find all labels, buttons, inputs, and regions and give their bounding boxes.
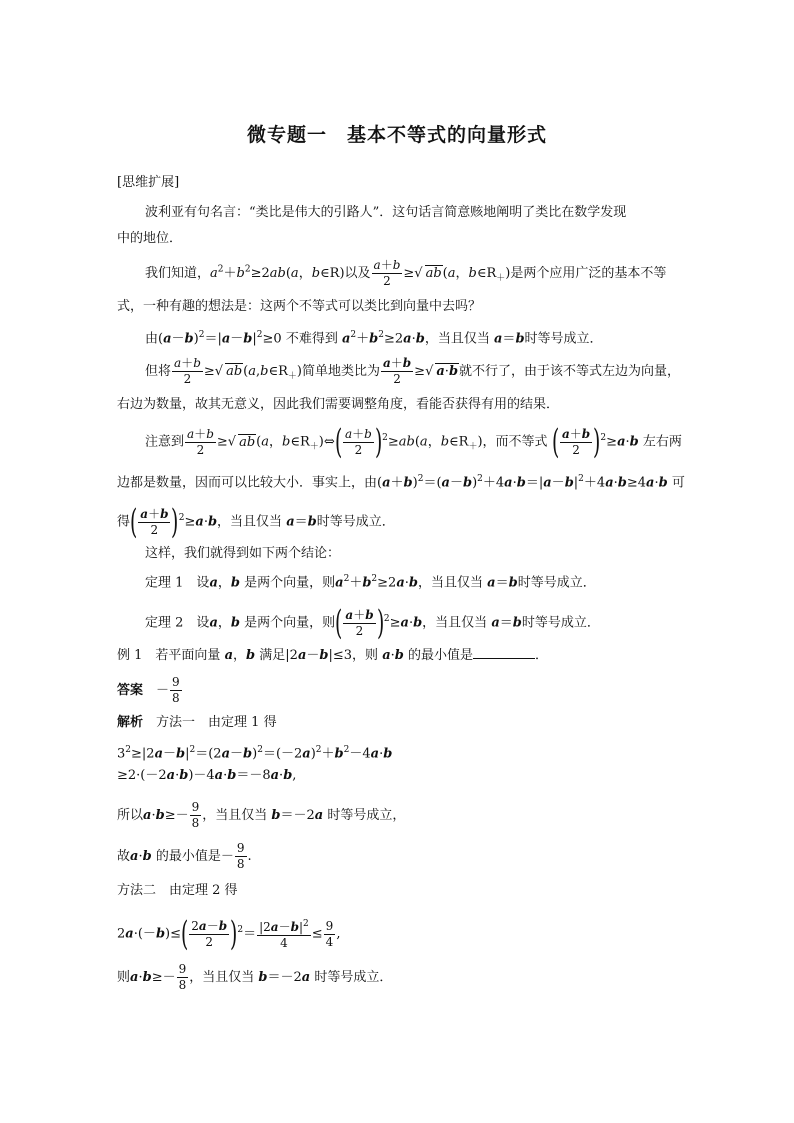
analysis-heading xyxy=(117,714,277,732)
m2-last-end: 时等号成立． xyxy=(314,970,393,985)
method-2-line-1: 2a·(－b)≤( $\frac{2a-b}{2}$ )$^2$＝ $\frac{|2a-b|^2}{4}$ ≤ $\frac{9}{4}$ , xyxy=(117,914,341,954)
fraction: $\frac{a+b}{2}$ xyxy=(174,356,201,386)
example-text: 若平面向量 xyxy=(155,648,221,663)
m1-line4-prefix: 所以 xyxy=(117,808,144,823)
m1-line4-end: 时等号成立， xyxy=(327,808,406,823)
p4-prefix: 但将 xyxy=(145,364,172,379)
example-end: ，则 xyxy=(352,648,379,663)
example-label: 例 1 xyxy=(117,648,143,663)
p3-prefix: 由 xyxy=(145,331,159,347)
m2-last-prefix: 则 xyxy=(117,970,131,985)
answer-blank xyxy=(473,646,535,659)
answer: 答案 － $\frac{9}{8}$ xyxy=(117,675,180,705)
p2-suffix: 是两个应用广泛的基本不等 xyxy=(510,266,667,281)
method-2-heading: 方法二 由定理 2 得 xyxy=(117,883,238,898)
method-1-heading: 方法一 由定理 1 得 xyxy=(156,715,277,730)
m1-line5-prefix: 故 xyxy=(117,849,131,864)
theorem-2-text: 设 xyxy=(196,615,210,631)
paragraph-1-line-1: 波利亚有句名言：“类比是伟大的引路人”．这句话言简意赅地阐明了类比在数学发现 xyxy=(145,205,627,220)
paragraph-5-line-3: 得( $\frac{a+b}{2}$ )$^2$≥a·b，当且仅当 a＝b时等号成立． xyxy=(117,502,395,542)
method-1-line-2: $3^2\ge|2a-b|^2=(2a-b)^2=(-2a)^2+b^2-4a\cdot b$ xyxy=(117,745,393,762)
p5-b: 边都是数量，因而可以比较大小．事实上，由 xyxy=(117,475,378,491)
example-tail: 的最小值是 xyxy=(408,648,474,663)
m1-line5-suffix: 的最小值是 xyxy=(155,849,221,864)
theorem-1-rest: 是两个向量，则 xyxy=(244,575,336,591)
theorem-2-end: ，当且仅当 xyxy=(422,615,488,631)
example-mid: 满足 xyxy=(259,648,286,663)
m2-line-end: , xyxy=(336,926,341,942)
analysis-label: 解析 xyxy=(117,715,144,730)
p5-c-end: 时等号成立． xyxy=(316,514,395,530)
paragraph-5-line-2: 边都是数量，因而可以比较大小．事实上，由$(a+b)^2=(a-b)^2+4a\cdot b=|a-b|^2+4a\cdot b\ge 4a\cdot b$ 可 xyxy=(117,474,685,491)
p4-mid: 简单地类比为 xyxy=(301,364,380,379)
paragraph-2-line-1: 我们知道，$a^2+b^2\ge 2ab(a$，b∈R)以及 $\frac{a+b}{2}$ ≥√ ab(a，$b\in R_+$)是两个应用广泛的基本不等 xyxy=(145,258,667,288)
theorem-1-label: 定理 1 xyxy=(145,575,184,591)
paragraph-1-line-2: 中的地位． xyxy=(117,231,183,246)
theorem-2-label: 定理 2 xyxy=(145,615,184,631)
p2-prefix: 我们知道， xyxy=(145,266,211,281)
page-title: 微专题一 基本不等式的向量形式 xyxy=(246,124,547,146)
theorem-1-end: ，当且仅当 xyxy=(418,575,484,591)
p3-mid: 不难得到 xyxy=(285,331,338,347)
p5-c-mid: ，当且仅当 xyxy=(217,514,283,530)
paragraph-5-line-1: 注意到 $\frac{a+b}{2}$ ≥√ ab(a，$b\in R_+)\Leftrightarrow$( $\frac{a+b}{2}$ )$^2$≥ab(a，$b\in R_+$)，而不等式 ( $\frac{a+b}{2}$ )$^2$≥a·b 左右两 xyxy=(145,422,682,462)
method-2-line-2: 则a·b≥－ $\frac{9}{8}$ ，当且仅当 b＝－2a 时等号成立． xyxy=(117,962,393,992)
paragraph-6: 这样，我们就得到如下两个结论： xyxy=(145,546,341,561)
method-1-line-4: 所以a·b≥－ $\frac{9}{8}$ ，当且仅当 b＝－2a 时等号成立， xyxy=(117,800,406,830)
theorem-1: 定理 1 设a，b 是两个向量，则$a^2+b^2\ge 2a\cdot b$，当且仅当 a＝b时等号成立． xyxy=(145,574,596,591)
answer-label: 答案 xyxy=(117,683,144,698)
paragraph-2-line-2: 式，一种有趣的想法是：这两个不等式可以类比到向量中去吗？ xyxy=(117,299,482,314)
theorem-1-text: 设 xyxy=(196,575,210,591)
p3-end: 时等号成立． xyxy=(524,331,603,347)
p4-suffix: 就不行了，由于该不等式左边为向量， xyxy=(459,364,681,379)
m1-line4-suffix: ，当且仅当 xyxy=(202,808,268,823)
example-period: ． xyxy=(535,648,549,663)
theorem-1-tail: 时等号成立． xyxy=(517,575,596,591)
example-1: 例 1 若平面向量 a，b 满足|2a－b|≤3，则 a·b 的最小值是 ． xyxy=(117,648,549,663)
method-1-line-5: 故a·b 的最小值是－ $\frac{9}{8}$ . xyxy=(117,841,252,871)
method-1-line-3: ≥2·(－2a·b)－4a·b＝－8a·b, xyxy=(117,768,297,783)
p2-mid: 以及 xyxy=(344,266,371,281)
theorem-2-tail: 时等号成立． xyxy=(521,615,600,631)
m2-last-suffix: ，当且仅当 xyxy=(189,970,255,985)
p3-suffix: ，当且仅当 xyxy=(424,331,490,347)
p5-suffix: 左右两 xyxy=(642,434,682,450)
fraction: $\frac{a+b}{2}$ xyxy=(373,258,401,288)
p5-prefix: 注意到 xyxy=(145,434,185,450)
theorem-2: 定理 2 设a，b 是两个向量，则( $\frac{a+b}{2}$ )$^2$≥a·b，当且仅当 a＝b时等号成立． xyxy=(145,603,600,643)
fraction: $\frac{a+b}{2}$ xyxy=(382,356,412,386)
paragraph-3: 由$(a-b)^2=|a-b|^2\ge 0$ 不难得到 $a^2+b^2\ge 2a\cdot b$，当且仅当 a＝b时等号成立． xyxy=(145,330,603,347)
p5-b-end: 可 xyxy=(671,475,685,491)
section-tag: [思维扩展] xyxy=(117,175,180,190)
paragraph-4-line-2: 右边为数量，故其无意义，因此我们需要调整角度，看能否获得有用的结果． xyxy=(117,397,560,412)
theorem-2-rest: 是两个向量，则 xyxy=(244,615,336,631)
p5-c-prefix: 得 xyxy=(117,514,131,530)
p5-mid: ，而不等式 xyxy=(482,434,548,450)
paragraph-4-line-1: 但将 $\frac{a+b}{2}$ ≥√ $ab(a,b\in R_+)$简单地类比为 $\frac{a+b}{2}$ ≥√ a·b就不行了，由于该不等式左边为向量， xyxy=(145,356,681,386)
